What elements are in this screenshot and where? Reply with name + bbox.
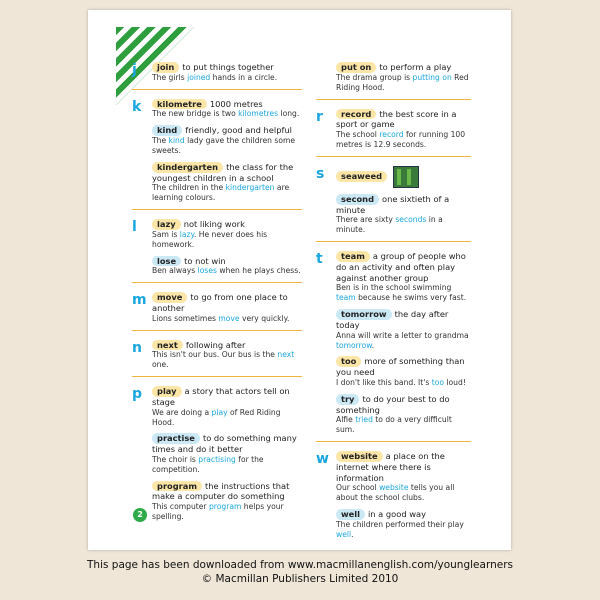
- definition: friendly, good and helpful: [185, 125, 292, 136]
- footer-copyright: © Macmillan Publishers Limited 2010: [201, 573, 399, 586]
- dictionary-entry: [336, 166, 471, 188]
- example-text-end: for running 100 metres is 12.9 seconds.: [336, 130, 466, 149]
- definition: in a good way: [367, 509, 427, 520]
- example-text-end: when he plays chess.: [216, 266, 301, 276]
- definition: to go from one place to another: [152, 292, 288, 313]
- dictionary-entry: [152, 292, 302, 323]
- headword: record: [336, 109, 376, 120]
- dictionary-entry: [336, 62, 471, 93]
- dictionary-entry: [336, 109, 471, 150]
- example-text-start: This computer: [152, 502, 209, 512]
- entry-headline: [152, 99, 302, 110]
- definition: following after: [185, 339, 246, 350]
- example-highlight: well: [336, 529, 352, 539]
- headword: next: [152, 340, 183, 351]
- example-text-end: hands in a circle.: [210, 72, 278, 82]
- entry-headline: [336, 194, 471, 216]
- dictionary-entry: [152, 99, 302, 120]
- definition: the instructions that make a computer do something: [152, 480, 290, 502]
- letter-section: [132, 99, 302, 203]
- example-text-start: The school: [336, 130, 380, 140]
- example-text-end: .: [351, 529, 354, 539]
- section-letter: t: [316, 251, 323, 268]
- headword: join: [152, 62, 179, 73]
- footer: [0, 558, 600, 586]
- definition: to perform a play: [379, 62, 452, 72]
- dictionary-entry: [152, 340, 302, 371]
- letter-section: [316, 451, 471, 540]
- dictionary-entry: [336, 451, 471, 503]
- example-text-end: very quickly.: [239, 313, 290, 323]
- entry-headline: [152, 340, 302, 351]
- headword: kilometre: [152, 99, 207, 110]
- headword: website: [336, 451, 383, 462]
- definition: a place on the internet where there is information: [336, 451, 445, 483]
- example-sentence: [336, 415, 471, 435]
- example-sentence: [336, 331, 471, 351]
- example-text-end: because he swims very fast.: [355, 293, 467, 303]
- entry-headline: [152, 256, 302, 267]
- example-sentence: [152, 136, 302, 156]
- dictionary-entry: [336, 394, 471, 435]
- example-highlight: lazy: [179, 229, 194, 239]
- headword: kindergarten: [152, 162, 223, 173]
- entry-headline: [336, 394, 471, 416]
- example-sentence: [152, 109, 302, 119]
- section-divider: [132, 209, 302, 210]
- entry-headline: [336, 62, 471, 73]
- example-text-start: Alfie: [336, 415, 356, 425]
- example-highlight: program: [208, 502, 242, 512]
- letter-section: [316, 251, 471, 435]
- section-letter: w: [316, 451, 329, 468]
- section-divider: [316, 156, 471, 157]
- entry-headline: [336, 309, 471, 331]
- letter-section: [132, 292, 302, 323]
- definition: not liking work: [183, 219, 245, 230]
- example-sentence: [152, 502, 302, 522]
- example-highlight: move: [218, 313, 240, 323]
- letter-section: [316, 62, 471, 93]
- example-text-start: Our school: [336, 483, 380, 493]
- example-sentence: [336, 378, 471, 388]
- example-text-end: to do a very difficult sum.: [336, 415, 452, 435]
- example-text-end: Red Riding Hood.: [336, 72, 469, 92]
- section-letter: j: [132, 62, 137, 78]
- headword: program: [152, 481, 202, 492]
- dictionary-entry: [152, 256, 302, 277]
- headword: team: [336, 251, 370, 262]
- dictionary-entry: [336, 309, 471, 350]
- example-text-end: one.: [152, 360, 169, 370]
- letter-section: [316, 166, 471, 235]
- example-highlight: tried: [355, 415, 373, 425]
- example-text-start: There are sixty: [336, 215, 396, 225]
- headword: well: [336, 509, 365, 520]
- section-letter: s: [316, 165, 325, 182]
- example-text-start: Sam is: [152, 229, 180, 239]
- example-highlight: seconds: [395, 215, 427, 225]
- example-highlight: joined: [187, 72, 211, 82]
- headword: lazy: [152, 219, 181, 230]
- letter-section: [132, 386, 302, 522]
- section-divider: [132, 89, 302, 90]
- example-highlight: practising: [198, 454, 236, 464]
- example-highlight: play: [211, 407, 228, 417]
- headword: practise: [152, 433, 200, 444]
- entry-headline: [152, 219, 302, 230]
- definition: to put things together: [182, 62, 274, 72]
- section-letter: l: [132, 219, 137, 236]
- headword: lose: [152, 256, 181, 267]
- entry-headline: [336, 109, 471, 131]
- entry-headline: [336, 356, 471, 378]
- headword: too: [336, 356, 361, 367]
- headword: tomorrow: [336, 309, 392, 320]
- example-sentence: [152, 183, 302, 203]
- example-text-start: The drama group is: [336, 72, 413, 82]
- section-letter: p: [132, 386, 143, 403]
- example-text-start: The children performed their play: [336, 519, 464, 529]
- entry-headline: [152, 292, 302, 314]
- section-letter: r: [316, 108, 323, 125]
- dictionary-entry: [152, 386, 302, 427]
- definition: to not win: [184, 255, 226, 266]
- example-highlight: website: [379, 483, 409, 493]
- dictionary-entry: [152, 481, 302, 522]
- example-sentence: [152, 408, 302, 428]
- example-sentence: [336, 520, 471, 540]
- example-sentence: [152, 266, 302, 276]
- example-text-end: of Red Riding Hood.: [152, 407, 281, 427]
- example-highlight: kilometres: [238, 109, 279, 119]
- headword: play: [152, 386, 182, 397]
- example-sentence: [336, 130, 471, 150]
- example-text-start: The: [152, 136, 169, 146]
- section-divider: [316, 99, 471, 100]
- definition: to do your best to do something: [336, 393, 450, 415]
- example-text-start: Ben always: [152, 266, 198, 276]
- definition: the class for the youngest children in a school: [152, 161, 294, 183]
- left-column: [132, 62, 302, 528]
- headword: move: [152, 292, 187, 303]
- dictionary-entry: [336, 251, 471, 303]
- entry-headline: [152, 433, 302, 455]
- dictionary-entry: [336, 356, 471, 387]
- entry-headline: [152, 125, 302, 136]
- example-highlight: too: [431, 377, 445, 387]
- definition: one sixtieth of a minute: [336, 193, 450, 215]
- example-text-end: .: [371, 340, 375, 350]
- section-divider: [132, 376, 302, 377]
- example-text-start: The new bridge is two: [152, 109, 239, 119]
- entry-headline: [336, 509, 471, 520]
- definition: more of something than you need: [336, 356, 465, 378]
- example-text-end: lady gave the children some sweets.: [152, 136, 296, 155]
- example-text-start: The choir is: [152, 454, 199, 464]
- entry-headline: [336, 251, 471, 283]
- headword: put on: [336, 62, 376, 73]
- example-sentence: [152, 230, 302, 250]
- letter-section: [316, 109, 471, 150]
- section-divider: [132, 330, 302, 331]
- entry-headline: [152, 62, 302, 73]
- example-sentence: [336, 73, 471, 93]
- footer-download-notice: This page has been downloaded from www.macmillanenglish.com/younglearners: [87, 559, 513, 571]
- example-text-start: The children in the: [152, 183, 226, 193]
- section-divider: [132, 282, 302, 283]
- dictionary-entry: [152, 162, 302, 203]
- section-divider: [316, 441, 471, 442]
- example-sentence: [152, 314, 302, 324]
- example-text-start: This isn't our bus. Our bus is the: [152, 350, 278, 360]
- example-text-end: long.: [278, 109, 300, 119]
- letter-section: [132, 219, 302, 276]
- entry-headline: [152, 162, 302, 184]
- definition: a story that actors tell on stage: [152, 386, 290, 407]
- headword: second: [336, 194, 379, 205]
- example-text-end: for the competition.: [152, 454, 264, 474]
- example-sentence: [152, 350, 302, 370]
- headword: kind: [152, 125, 182, 136]
- example-highlight: loses: [197, 266, 217, 276]
- seaweed-image: [393, 166, 419, 188]
- section-letter: n: [132, 339, 142, 356]
- section-divider: [316, 241, 471, 242]
- example-sentence: [336, 215, 471, 235]
- example-sentence: [336, 283, 471, 303]
- example-text-end: . He never does his homework.: [152, 229, 268, 249]
- example-sentence: [336, 483, 471, 503]
- example-highlight: team: [336, 293, 356, 303]
- section-letter: k: [132, 98, 142, 115]
- dictionary-page: [88, 10, 511, 550]
- headword: try: [336, 394, 359, 405]
- example-highlight: record: [379, 130, 404, 140]
- entry-headline: [152, 481, 302, 503]
- dictionary-entry: [152, 62, 302, 83]
- example-text-start: The girls: [152, 72, 188, 82]
- definition: the best score in a sport or game: [336, 108, 457, 130]
- section-letter: m: [132, 292, 147, 309]
- example-text-end: are learning colours.: [152, 183, 290, 203]
- letter-section: [132, 340, 302, 371]
- example-sentence: [152, 455, 302, 475]
- letter-section: [132, 62, 302, 83]
- entry-headline: [152, 386, 302, 408]
- dictionary-entry: [152, 125, 302, 156]
- dictionary-entry: [336, 194, 471, 235]
- example-text-start: I don't like this band. It's: [336, 377, 432, 387]
- example-highlight: next: [277, 350, 295, 360]
- example-text-start: Anna will write a letter to grandma: [336, 330, 469, 340]
- example-sentence: [152, 73, 302, 83]
- example-text-end: helps your spelling.: [152, 502, 284, 522]
- example-text-end: loud!: [444, 377, 466, 387]
- example-text-start: Ben is in the school swimming: [336, 283, 452, 293]
- definition: to do something many times and do it better: [152, 433, 297, 455]
- definition: 1000 metres: [209, 98, 263, 109]
- example-highlight: kind: [168, 136, 185, 146]
- dictionary-entry: [152, 433, 302, 474]
- dictionary-entry: [152, 219, 302, 250]
- example-highlight: tomorrow: [336, 340, 372, 350]
- definition: a group of people who do an activity and often play against another group: [336, 251, 466, 283]
- example-text-end: in a minute.: [336, 215, 443, 235]
- entry-headline: [336, 451, 471, 483]
- example-text-start: Lions sometimes: [152, 313, 219, 323]
- definition: the day after today: [336, 309, 449, 330]
- headword: seaweed: [336, 171, 387, 182]
- page-number: 2: [133, 508, 147, 522]
- example-text-start: We are doing a: [152, 407, 212, 417]
- example-highlight: kindergarten: [225, 183, 275, 193]
- dictionary-entry: [336, 509, 471, 540]
- right-column: [316, 62, 471, 546]
- entry-headline: [336, 166, 471, 188]
- example-highlight: putting on: [412, 72, 452, 82]
- example-text-end: tells you all about the school clubs.: [336, 483, 455, 503]
